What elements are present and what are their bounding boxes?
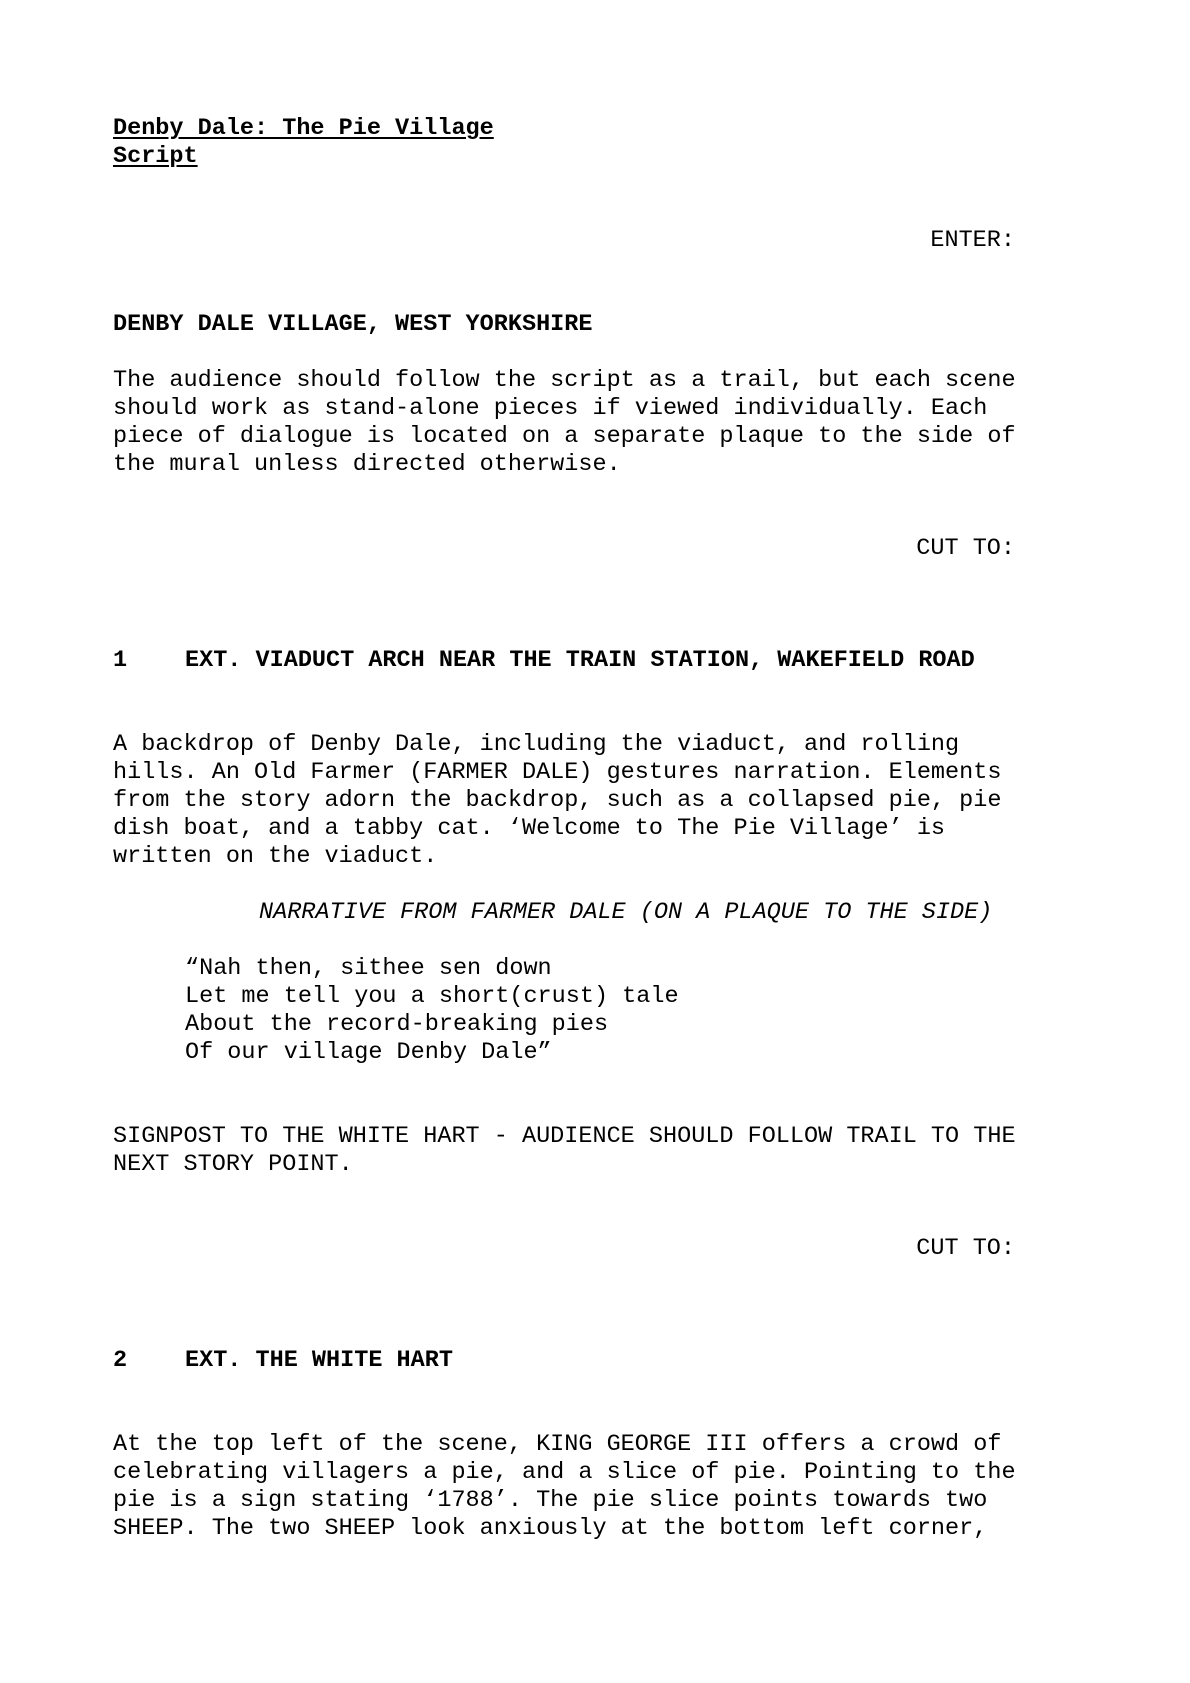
note-line: SIGNPOST TO THE WHITE HART - AUDIENCE SHOULD FOLLOW TRAIL TO THE: [113, 1123, 1016, 1150]
action-line: from the story adorn the backdrop, such as a collapsed pie, pie: [113, 787, 1002, 814]
dialogue-line: About the record-breaking pies: [185, 1011, 609, 1038]
intro-line: The audience should follow the script as a trail, but each scene: [113, 367, 1016, 394]
script-title: Denby Dale: The Pie Village: [113, 115, 494, 142]
dialogue-line: Let me tell you a short(crust) tale: [185, 983, 679, 1010]
scene-heading: EXT. VIADUCT ARCH NEAR THE TRAIN STATION, WAKEFIELD ROAD: [185, 647, 975, 674]
script-subtitle: Script: [113, 143, 198, 170]
character-cue: NARRATIVE FROM FARMER DALE (ON A PLAQUE TO THE SIDE): [259, 899, 993, 926]
action-line: pie is a sign stating ‘1788’. The pie slice points towards two: [113, 1487, 988, 1514]
action-line: At the top left of the scene, KING GEORGE III offers a crowd of: [113, 1431, 1002, 1458]
action-line: dish boat, and a tabby cat. ‘Welcome to The Pie Village’ is: [113, 815, 946, 842]
dialogue-line: “Nah then, sithee sen down: [185, 955, 552, 982]
action-line: hills. An Old Farmer (FARMER DALE) gestures narration. Elements: [113, 759, 1002, 786]
intro-line: the mural unless directed otherwise.: [113, 451, 621, 478]
transition-cut-to: CUT TO:: [916, 1235, 1015, 1262]
transition-cut-to: CUT TO:: [916, 535, 1015, 562]
scene-heading: EXT. THE WHITE HART: [185, 1347, 453, 1374]
scene-number: 1: [113, 647, 128, 674]
action-line: A backdrop of Denby Dale, including the viaduct, and rolling: [113, 731, 960, 758]
transition-enter: ENTER:: [930, 227, 1015, 254]
dialogue-line: Of our village Denby Dale”: [185, 1039, 552, 1066]
action-line: written on the viaduct.: [113, 843, 438, 870]
intro-line: should work as stand-alone pieces if viewed individually. Each: [113, 395, 988, 422]
note-line: NEXT STORY POINT.: [113, 1151, 353, 1178]
action-line: celebrating villagers a pie, and a slice of pie. Pointing to the: [113, 1459, 1016, 1486]
intro-line: piece of dialogue is located on a separate plaque to the side of: [113, 423, 1016, 450]
action-line: SHEEP. The two SHEEP look anxiously at the bottom left corner,: [113, 1515, 988, 1542]
intro-heading: DENBY DALE VILLAGE, WEST YORKSHIRE: [113, 311, 593, 338]
scene-number: 2: [113, 1347, 128, 1374]
